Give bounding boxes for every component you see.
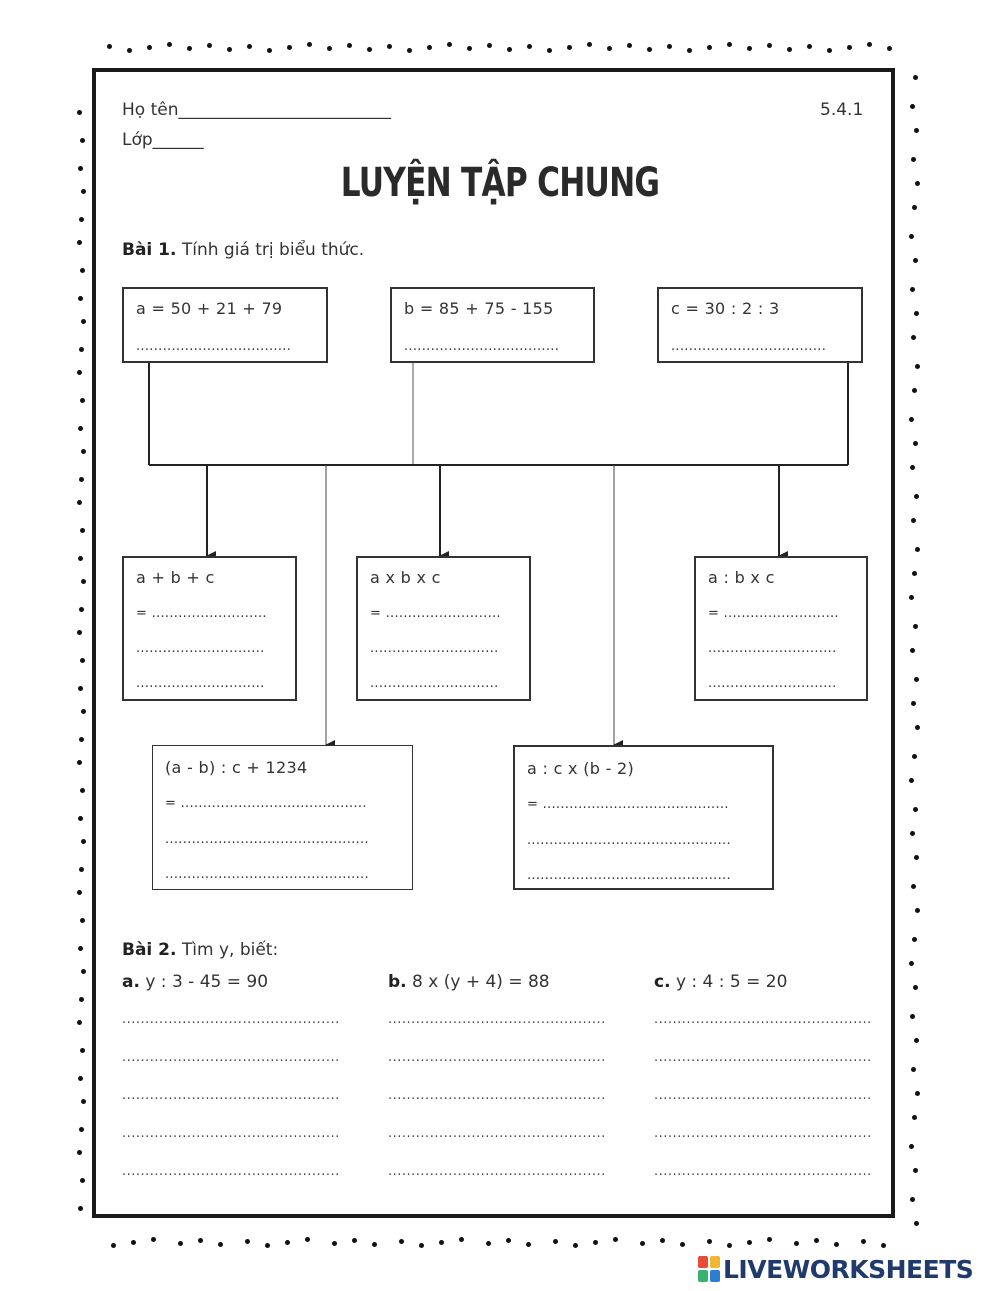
liveworksheets-logo: [698, 1254, 973, 1284]
exercise-2-answer-line[interactable]: ...............................................: [388, 1012, 606, 1027]
box-c-expression: c = 30 : 2 : 3: [671, 299, 780, 318]
exercise-2c: [654, 972, 787, 992]
box-expression-e: [513, 745, 774, 890]
box-expression-d: [152, 745, 413, 890]
exercise-2-answer-line[interactable]: ...............................................: [654, 1126, 872, 1141]
box-expression-d-answer-line-3[interactable]: ..............................................: [165, 867, 369, 882]
exercise-2c-letter: c.: [654, 972, 671, 992]
box-a-answer-line[interactable]: ...................................: [136, 339, 292, 354]
name-field-label: Họ tên_________________________: [122, 100, 391, 120]
box-quotient-answer-line-2[interactable]: .............................: [708, 641, 837, 656]
box-product-answer-line-3[interactable]: .............................: [370, 676, 499, 691]
exercise-2b-expression: 8 x (y + 4) = 88: [412, 972, 550, 992]
box-sum-answer-line-3[interactable]: .............................: [136, 676, 265, 691]
box-b-expression: b = 85 + 75 - 155: [404, 299, 554, 318]
exercise-2a: [122, 972, 268, 992]
logo-mark-icon: [698, 1256, 720, 1282]
exercise-1-instruction: Tính giá trị biểu thức.: [181, 240, 365, 260]
exercise-2-label: Bài 2.: [122, 940, 177, 960]
box-quotient-expression: a : b x c: [708, 568, 775, 587]
exercise-2-answer-line[interactable]: ...............................................: [654, 1050, 872, 1065]
exercise-2-answer-line[interactable]: ...............................................: [122, 1088, 340, 1103]
box-quotient-answer-line-1[interactable]: = ..........................: [708, 606, 839, 621]
box-expression-e-expression: a : c x (b - 2): [527, 759, 635, 778]
exercise-2-answer-line[interactable]: ...............................................: [388, 1126, 606, 1141]
exercise-2-answer-line[interactable]: ...............................................: [122, 1012, 340, 1027]
box-expression-e-answer-line-1[interactable]: = ..........................................: [527, 797, 729, 812]
exercise-2a-expression: y : 3 - 45 = 90: [145, 972, 269, 992]
page-title: LUYỆN TẬP CHUNG: [340, 160, 660, 206]
box-sum-answer-line-2[interactable]: .............................: [136, 641, 265, 656]
exercise-2-answer-line[interactable]: ...............................................: [654, 1012, 872, 1027]
box-product-answer-line-2[interactable]: .............................: [370, 641, 499, 656]
box-expression-e-answer-line-3[interactable]: ..............................................: [527, 868, 731, 883]
exercise-2-instruction: Tìm y, biết:: [181, 940, 279, 960]
exercise-2-answer-line[interactable]: ...............................................: [388, 1088, 606, 1103]
box-quotient: [694, 556, 868, 701]
box-product: [356, 556, 531, 701]
box-c-answer-line[interactable]: ...................................: [671, 339, 827, 354]
box-expression-d-answer-line-1[interactable]: = ..........................................: [165, 796, 367, 811]
box-c: [657, 287, 863, 363]
exercise-2-answer-line[interactable]: ...............................................: [654, 1088, 872, 1103]
exercise-2a-letter: a.: [122, 972, 140, 992]
exercise-2-heading: [122, 940, 278, 960]
box-expression-d-expression: (a - b) : c + 1234: [165, 758, 308, 777]
box-a-expression: a = 50 + 21 + 79: [136, 299, 283, 318]
box-product-answer-line-1[interactable]: = ..........................: [370, 606, 501, 621]
exercise-2c-expression: y : 4 : 5 = 20: [675, 972, 788, 992]
exercise-2b-letter: b.: [388, 972, 407, 992]
box-quotient-answer-line-3[interactable]: .............................: [708, 676, 837, 691]
box-expression-d-answer-line-2[interactable]: ..............................................: [165, 832, 369, 847]
box-product-expression: a x b x c: [370, 568, 441, 587]
exercise-2b: [388, 972, 550, 992]
exercise-2-answer-line[interactable]: ...............................................: [654, 1164, 872, 1179]
exercise-2-answer-line[interactable]: ...............................................: [122, 1126, 340, 1141]
box-sum-expression: a + b + c: [136, 568, 215, 587]
class-field-label: Lớp______: [122, 130, 204, 150]
box-expression-e-answer-line-2[interactable]: ..............................................: [527, 833, 731, 848]
logo-text: LIVEWORKSHEETS: [723, 1254, 974, 1284]
box-sum: [122, 556, 297, 701]
exercise-2-answer-line[interactable]: ...............................................: [122, 1050, 340, 1065]
box-b-answer-line[interactable]: ...................................: [404, 339, 560, 354]
exercise-2-answer-line[interactable]: ...............................................: [388, 1164, 606, 1179]
box-sum-answer-line-1[interactable]: = ..........................: [136, 606, 267, 621]
box-a: [122, 287, 328, 363]
exercise-1-label: Bài 1.: [122, 240, 177, 260]
exercise-2-answer-line[interactable]: ...............................................: [122, 1164, 340, 1179]
exercise-2-answer-line[interactable]: ...............................................: [388, 1050, 606, 1065]
box-b: [390, 287, 595, 363]
worksheet-code: 5.4.1: [820, 100, 864, 120]
